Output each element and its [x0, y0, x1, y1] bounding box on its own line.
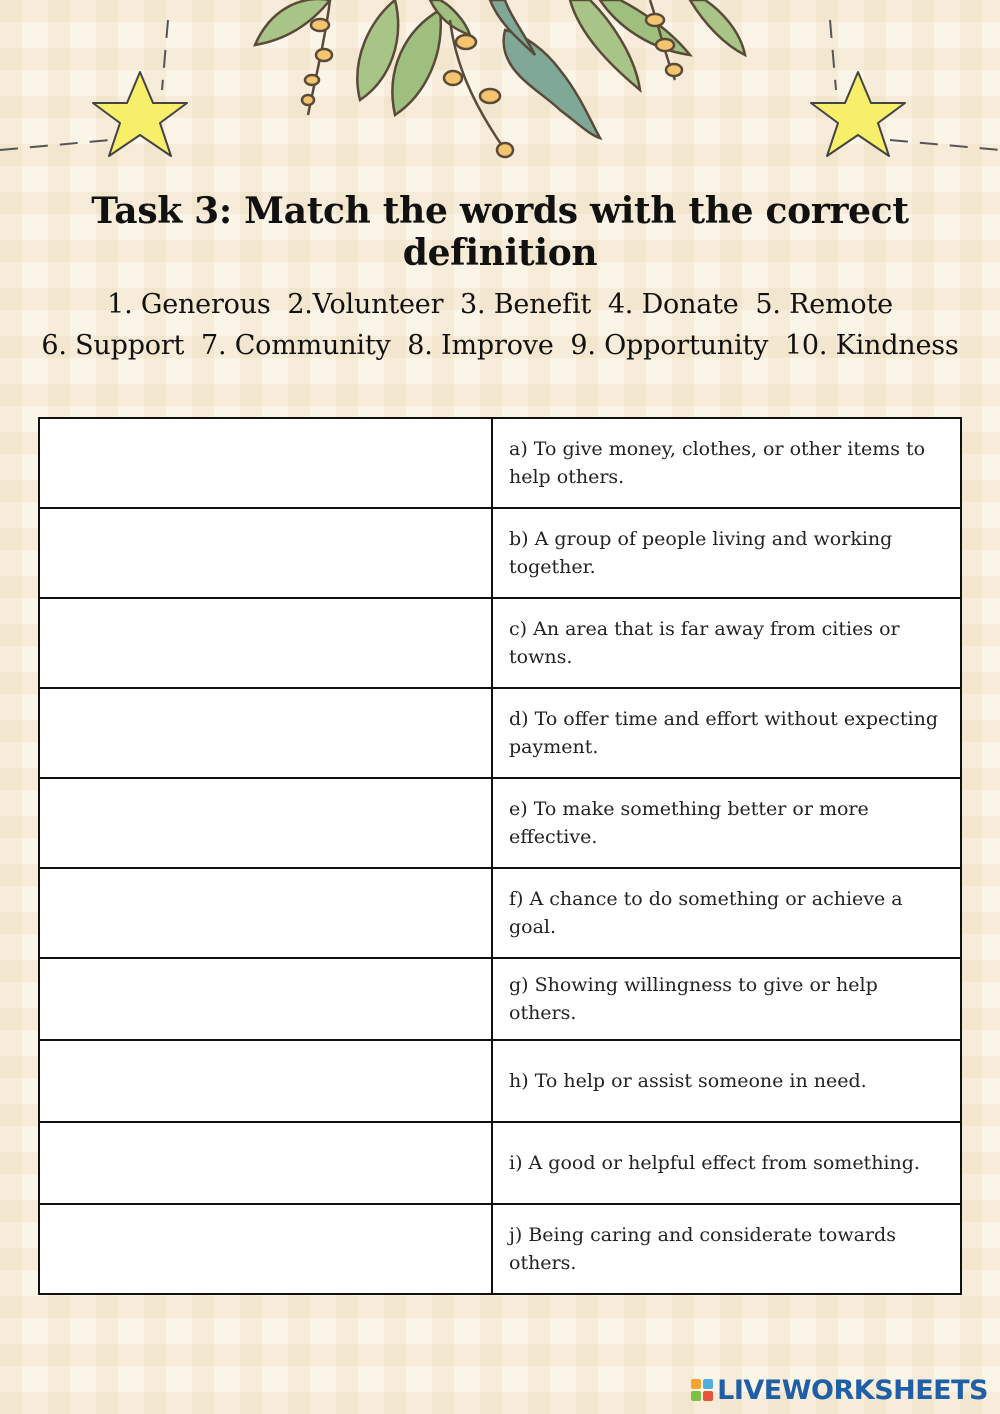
answer-cell[interactable]: [39, 958, 492, 1040]
definition-cell: f) A chance to do something or achieve a goal.: [492, 868, 961, 958]
definition-cell: e) To make something better or more effective.: [492, 778, 961, 868]
brand-name: LIVEWORKSHEETS: [717, 1374, 988, 1406]
liveworksheets-logo-icon: [691, 1379, 713, 1401]
table-row: [39, 508, 961, 598]
table-row: [39, 778, 961, 868]
star-icon-left: [93, 72, 187, 156]
table-row: [39, 688, 961, 778]
table-row: [39, 1040, 961, 1122]
table-row: [39, 1122, 961, 1204]
definition-cell: j) Being caring and considerate towards others.: [492, 1204, 961, 1294]
word-bank-line-2: 6. Support 7. Community 8. Improve 9. Opportunity 10. Kindness: [41, 330, 959, 361]
answer-cell[interactable]: [39, 1122, 492, 1204]
answer-cell[interactable]: [39, 1204, 492, 1294]
answer-cell[interactable]: [39, 778, 492, 868]
word-bank: [0, 284, 1000, 366]
definition-cell: c) An area that is far away from cities or towns.: [492, 598, 961, 688]
definition-cell: d) To offer time and effort without expecting payment.: [492, 688, 961, 778]
table-row: [39, 958, 961, 1040]
answer-cell[interactable]: [39, 868, 492, 958]
table-row: [39, 1204, 961, 1294]
table-row: [39, 868, 961, 958]
page-title: Task 3: Match the words with the correct definition: [91, 190, 909, 274]
table-row: [39, 598, 961, 688]
answer-cell[interactable]: [39, 508, 492, 598]
definition-cell: h) To help or assist someone in need.: [492, 1040, 961, 1122]
definition-cell: i) A good or helpful effect from something.: [492, 1122, 961, 1204]
matching-table: [38, 417, 962, 1295]
answer-cell[interactable]: [39, 1040, 492, 1122]
definition-cell: g) Showing willingness to give or help others.: [492, 958, 961, 1040]
definition-cell: a) To give money, clothes, or other items to help others.: [492, 418, 961, 508]
liveworksheets-brand[interactable]: [691, 1374, 988, 1406]
answer-cell[interactable]: [39, 418, 492, 508]
definition-cell: b) A group of people living and working together.: [492, 508, 961, 598]
floral-decoration: [0, 0, 1000, 170]
table-row: [39, 418, 961, 508]
answer-cell[interactable]: [39, 598, 492, 688]
answer-cell[interactable]: [39, 688, 492, 778]
star-icon-right: [811, 72, 905, 156]
word-bank-line-1: 1. Generous 2.Volunteer 3. Benefit 4. Donate 5. Remote: [107, 289, 893, 320]
